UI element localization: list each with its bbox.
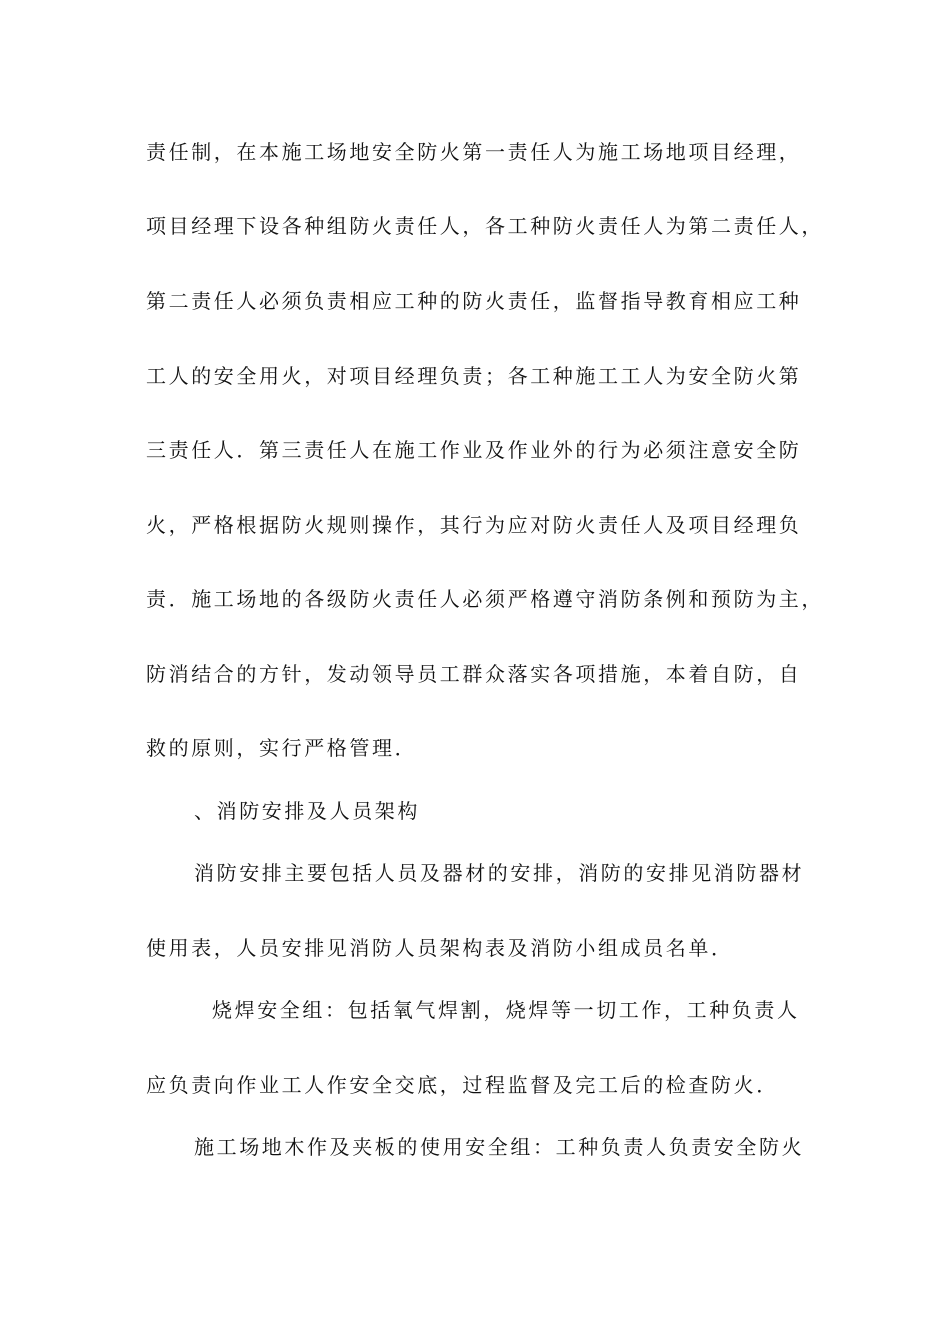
text-line-8: 防消结合的方针，发动领导员工群众落实各项措施，本着自防，自	[146, 662, 802, 686]
text-line-5: 三责任人．第三责任人在施工作业及作业外的行为必须注意安全防	[146, 438, 802, 462]
text-line-1: 责任制，在本施工场地安全防火第一责任人为施工场地项目经理，	[146, 140, 802, 164]
text-line-7: 责．施工场地的各级防火责任人必须严格遵守消防条例和预防为主，	[146, 587, 824, 611]
text-line-11: 消防安排主要包括人员及器材的安排，消防的安排见消防器材	[194, 861, 805, 885]
text-line-14: 应负责向作业工人作安全交底，过程监督及完工后的检查防火．	[146, 1073, 779, 1097]
text-line-2: 项目经理下设各种组防火责任人，各工种防火责任人为第二责任人，	[146, 214, 824, 238]
text-line-6: 火，严格根据防火规则操作，其行为应对防火责任人及项目经理负	[146, 513, 802, 537]
section-heading: 、消防安排及人员架构	[194, 799, 420, 823]
text-line-4: 工人的安全用火，对项目经理负责；各工种施工工人为安全防火第	[146, 364, 802, 388]
text-line-13: 烧焊安全组：包括氧气焊割，烧焊等一切工作，工种负责人	[212, 998, 800, 1022]
text-line-15: 施工场地木作及夹板的使用安全组：工种负责人负责安全防火	[194, 1135, 805, 1159]
text-line-3: 第二责任人必须负责相应工种的防火责任，监督指导教育相应工种	[146, 289, 802, 313]
text-line-12: 使用表，人员安排见消防人员架构表及消防小组成员名单．	[146, 936, 734, 960]
text-line-9: 救的原则，实行严格管理．	[146, 736, 418, 760]
